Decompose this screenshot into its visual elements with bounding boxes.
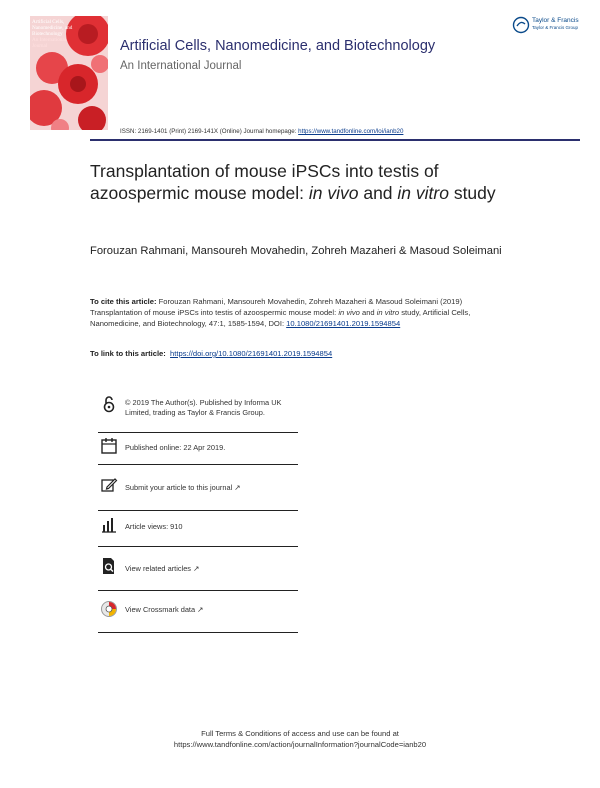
related-row[interactable] [98, 546, 298, 591]
title-and: and [358, 183, 398, 203]
crossmark-icon [100, 600, 118, 618]
cover-subtitle: An International Journal [32, 37, 67, 49]
citation-italic-in-vitro: in vitro [376, 308, 400, 317]
citation-and: and [359, 308, 377, 317]
authors: Forouzan Rahmani, Mansoureh Movahedin, Zohreh Mazaheri & Masoud Soleimani [90, 245, 502, 257]
footer-terms: Full Terms & Conditions of access and use can be found at [201, 729, 399, 738]
crossmark-text: View Crossmark data [125, 605, 196, 614]
journal-homepage-link[interactable]: https://www.tandfonline.com/loi/ianb20 [298, 128, 404, 135]
article-url-link[interactable]: https://doi.org/10.1080/21691401.2019.1594854 [170, 349, 333, 358]
issn-line [120, 128, 403, 135]
submit-article-link[interactable] [125, 483, 297, 493]
crossmark-row[interactable] [98, 590, 298, 633]
article-link-row [90, 349, 332, 358]
footer [0, 728, 600, 750]
citation-text-end: study, Artificial Cells, Nanomedicine, and Biotechnology, 47:1, 1585-1594, DOI: [90, 308, 471, 328]
title-text: Transplantation of mouse iPSCs into testis of azoospermic mouse model: [90, 161, 439, 203]
related-text: View related articles [125, 564, 191, 573]
title-italic-in-vivo: in vivo [308, 183, 359, 203]
footer-url[interactable]: https://www.tandfonline.com/action/journalInformation?journalCode=ianb20 [173, 740, 427, 749]
title-end: study [448, 183, 496, 203]
license-row[interactable] [98, 392, 298, 433]
title-italic-in-vitro: in vitro [397, 183, 449, 203]
publisher-name: Taylor & Francis [532, 17, 579, 24]
published-date: Published online: 22 Apr 2019. [125, 443, 226, 452]
issn-text: ISSN: 2169-1401 (Print) 2169-141X (Online) Journal homepage: [120, 128, 299, 135]
journal-subtitle: An International Journal [120, 60, 242, 72]
related-articles-link[interactable] [125, 564, 297, 574]
header-divider [90, 139, 580, 141]
edit-icon [100, 476, 118, 494]
submit-row[interactable] [98, 464, 298, 511]
journal-cover [30, 16, 108, 130]
crossmark-link[interactable] [125, 605, 297, 615]
bar-chart-icon [100, 516, 118, 534]
citation-block [90, 296, 510, 329]
calendar-icon [100, 437, 118, 455]
external-link-icon: ↗ [193, 564, 200, 573]
publisher-group: Taylor & Francis Group [532, 25, 579, 30]
search-document-icon [100, 557, 118, 575]
article-title [90, 160, 530, 204]
citation-label: To cite this article: [90, 297, 157, 306]
doi-link[interactable]: 10.1080/21691401.2019.1594854 [286, 319, 401, 328]
submit-text: Submit your article to this journal [125, 483, 233, 492]
article-views: Article views: 910 [125, 522, 183, 531]
publisher-logo[interactable] [512, 16, 582, 36]
citation-text: Forouzan Rahmani, Mansoureh Movahedin, Zohreh Mazaheri & Masoud Soleimani (2019) Transplantation of mouse iPSCs into testis of azoospermic mouse model: [90, 297, 463, 317]
open-access-icon [100, 395, 118, 413]
license-text: © 2019 The Author(s). Published by Informa UK Limited, trading as Taylor & Francis Group. [125, 398, 282, 417]
taylor-francis-logo-icon [512, 16, 530, 34]
external-link-icon: ↗ [197, 605, 204, 614]
link-label: To link to this article: [90, 349, 166, 358]
views-row [98, 510, 298, 547]
citation-italic-in-vivo: in vivo [338, 308, 360, 317]
journal-title[interactable]: Artificial Cells, Nanomedicine, and Biotechnology [120, 38, 436, 54]
published-row [98, 432, 298, 465]
cover-title: Artificial Cells, Nanomedicine, and Biotechnology [32, 19, 73, 37]
external-link-icon: ↗ [234, 483, 241, 492]
